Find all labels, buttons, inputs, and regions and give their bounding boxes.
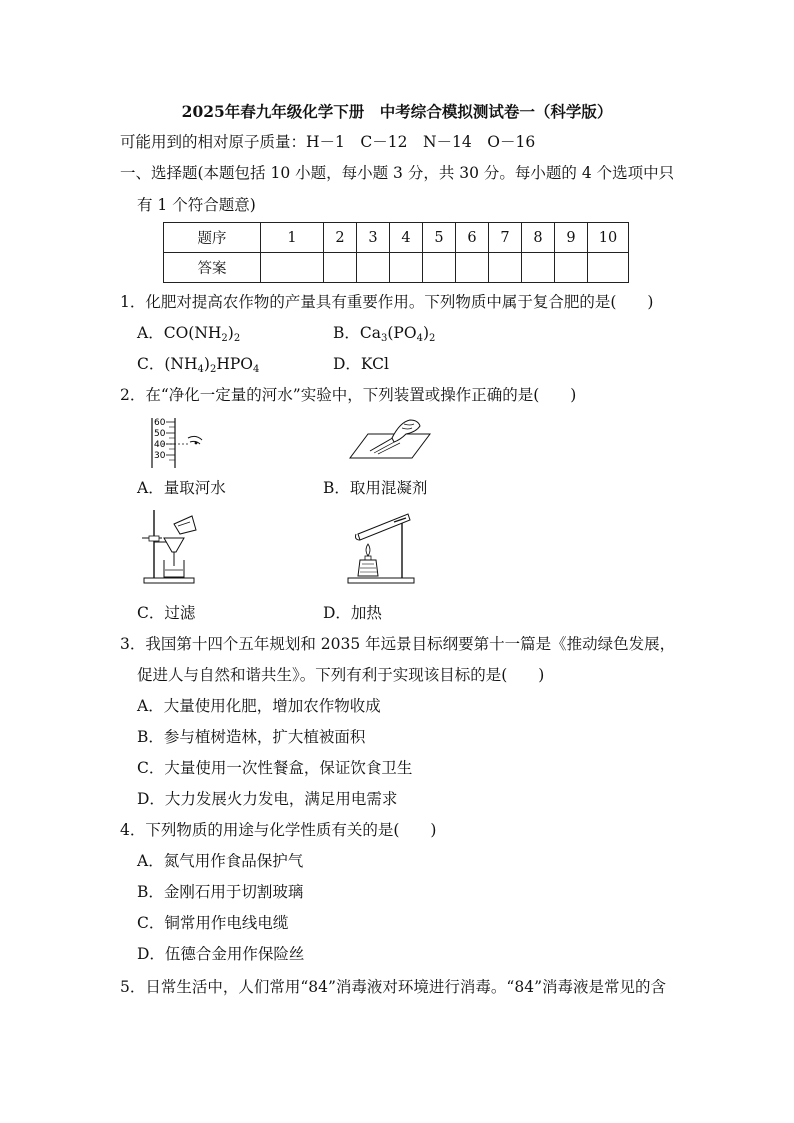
- question-1-stem: 1．化肥对提高农作物的产量具有重要作用。下列物质中属于复合肥的是( ): [120, 293, 654, 311]
- question-4-option-b: B．金刚石用于切割玻璃: [137, 883, 304, 901]
- table-cell-number: 3: [357, 223, 390, 253]
- answer-cell[interactable]: [324, 253, 357, 283]
- answer-cell[interactable]: [489, 253, 522, 283]
- table-cell-number: 2: [324, 223, 357, 253]
- heating-figure: [346, 504, 416, 584]
- atomic-masses: 可能用到的相对原子质量：H－1 C－12 N－14 O－16: [120, 133, 536, 151]
- cylinder-mark: 60: [154, 418, 166, 428]
- question-3-option-a: A．大量使用化肥，增加农作物收成: [137, 697, 381, 715]
- table-cell-number: 5: [423, 223, 456, 253]
- answer-cell[interactable]: [456, 253, 489, 283]
- question-2-option-a: A．量取河水: [137, 479, 226, 497]
- answer-table-answer-row: [164, 253, 629, 283]
- cylinder-mark: 40: [154, 440, 166, 450]
- question-3-stem-line2: 促进人与自然和谐共生》。下列有利于实现该目标的是( ): [137, 666, 545, 684]
- answer-cell[interactable]: [357, 253, 390, 283]
- table-cell-number: 1: [261, 223, 324, 253]
- table-cell-number: 9: [555, 223, 588, 253]
- question-1-option-b: B．$Ca_3(PO_4)_2$: [333, 324, 436, 344]
- table-cell-number: 7: [489, 223, 522, 253]
- question-1-option-d: D．KCl: [333, 355, 389, 373]
- question-4-option-c: C．铜常用作电线电缆: [137, 914, 289, 932]
- answer-cell[interactable]: [588, 253, 629, 283]
- measuring-cylinder-figure: [140, 416, 210, 470]
- question-2-option-c: C．过滤: [137, 604, 196, 622]
- question-4-option-a: A．氮气用作食品保护气: [137, 852, 304, 870]
- section-heading-line1: 一、选择题(本题包括 10 小题，每小题 3 分，共 30 分。每小题的 4 个选项中只: [120, 164, 675, 182]
- question-2-stem: 2．在“净化一定量的河水”实验中，下列装置或操作正确的是( ): [120, 386, 577, 404]
- question-3-option-c: C．大量使用一次性餐盒，保证饮食卫生: [137, 759, 413, 777]
- question-3-option-b: B．参与植树造林，扩大植被面积: [137, 728, 366, 746]
- answer-cell[interactable]: [555, 253, 588, 283]
- answer-cell[interactable]: [261, 253, 324, 283]
- question-1-option-a: A．$CO(NH_2)_2$: [137, 324, 241, 344]
- table-cell-header: 答案: [164, 253, 261, 283]
- question-3-option-d: D．大力发展火力发电，满足用电需求: [137, 790, 398, 808]
- answer-cell[interactable]: [390, 253, 423, 283]
- cylinder-mark: 50: [154, 429, 166, 439]
- question-2-option-b: B．取用混凝剂: [323, 479, 428, 497]
- table-cell-number: 4: [390, 223, 423, 253]
- table-cell-number: 10: [588, 223, 629, 253]
- answer-cell[interactable]: [522, 253, 555, 283]
- question-4-option-d: D．伍德合金用作保险丝: [137, 945, 305, 963]
- answer-cell[interactable]: [423, 253, 456, 283]
- document-title: 2025年春九年级化学下册 中考综合模拟测试卷一（科学版）: [181, 102, 613, 121]
- table-cell-number: 8: [522, 223, 555, 253]
- question-3-stem-line1: 3．我国第十四个五年规划和 2035 年远景目标纲要第十一篇是《推动绿色发展，: [120, 635, 676, 653]
- question-2-option-d: D．加热: [323, 604, 382, 622]
- spatula-paper-figure: [348, 416, 434, 462]
- table-cell-header: 题序: [164, 223, 261, 253]
- section-heading-line2: 有 1 个符合题意): [137, 196, 256, 214]
- answer-table: [163, 222, 629, 283]
- cylinder-mark: 30: [154, 451, 166, 461]
- question-1-option-c: C．$(NH_4)_2HPO_4$: [137, 355, 260, 375]
- table-cell-number: 6: [456, 223, 489, 253]
- question-5-stem: 5．日常生活中，人们常用“84”消毒液对环境进行消毒。“84”消毒液是常见的含: [120, 978, 667, 996]
- filtration-figure: [140, 504, 200, 584]
- answer-table-number-row: [164, 223, 629, 253]
- question-4-stem: 4．下列物质的用途与化学性质有关的是( ): [120, 821, 437, 839]
